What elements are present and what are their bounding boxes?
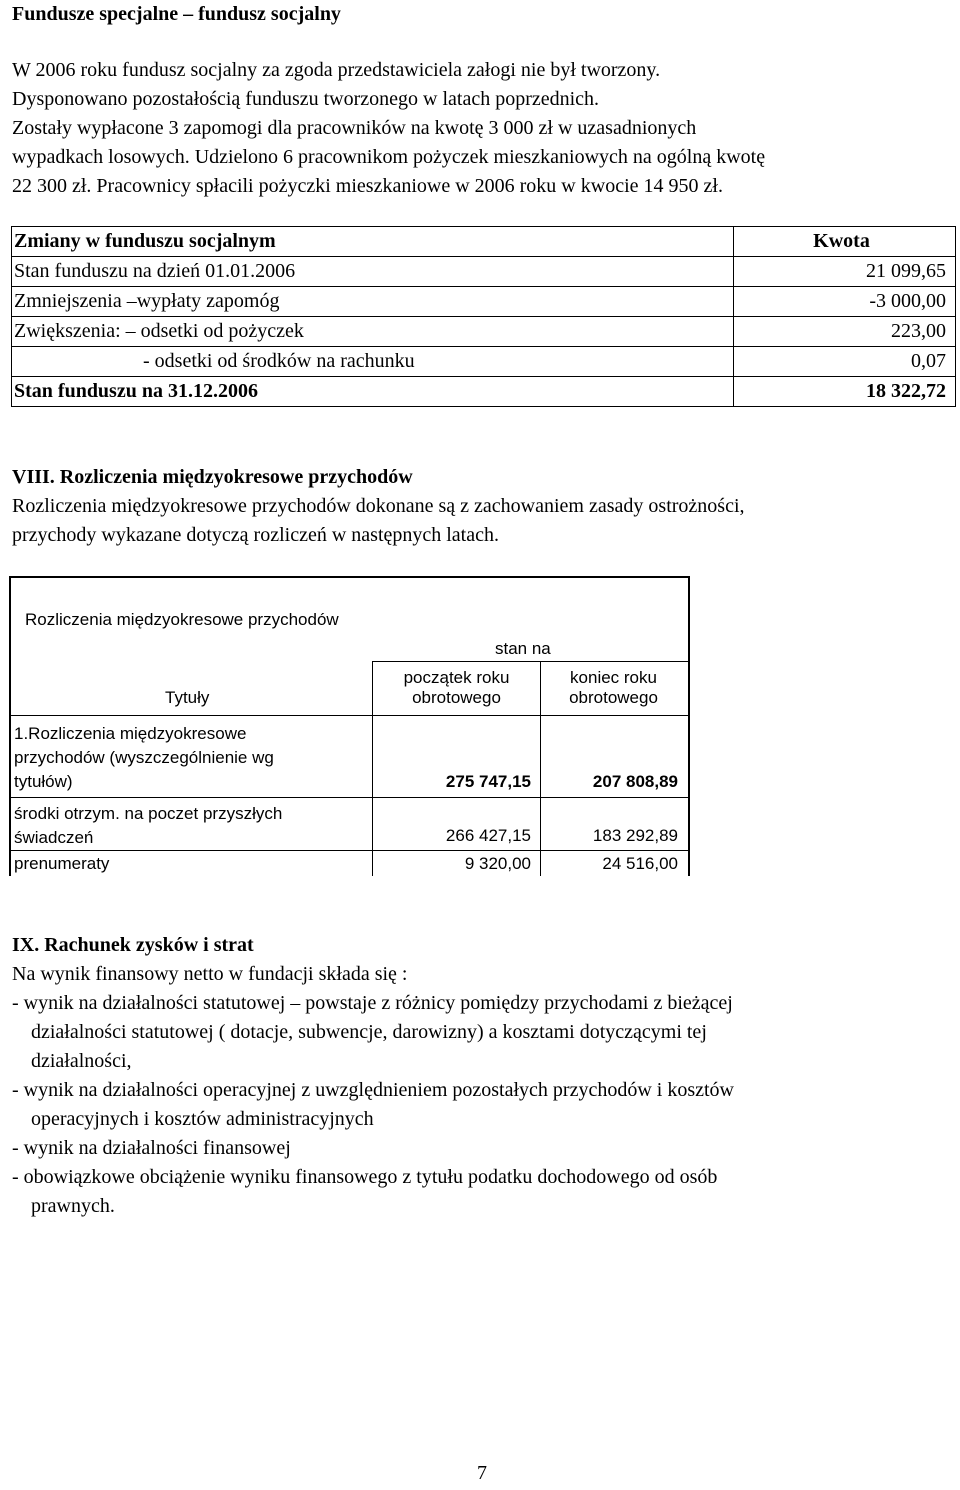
total-label: Stan funduszu na 31.12.2006 bbox=[12, 377, 734, 407]
list-item-continuation: działalności, bbox=[31, 1050, 132, 1072]
row3-end-value: 24 516,00 bbox=[602, 854, 678, 873]
social-fund-table bbox=[11, 226, 956, 407]
table-row bbox=[12, 317, 956, 347]
list-item: - wynik na działalności finansowej bbox=[12, 1137, 291, 1159]
table-header-amount: Kwota bbox=[734, 227, 956, 257]
row-label: Zwiększenia: – odsetki od pożyczek bbox=[12, 317, 734, 347]
section-viii-heading: VIII. Rozliczenia międzyokresowe przychodów bbox=[12, 466, 413, 488]
accruals-table-title: Rozliczenia międzyokresowe przychodów bbox=[25, 610, 339, 629]
list-item: - wynik na działalności operacyjnej z uwzględnieniem pozostałych przychodów i kosztów bbox=[12, 1079, 734, 1101]
table-row-label: 1.Rozliczenia międzyokresowe przychodów (wyszczególnienie wg tytułów) bbox=[14, 724, 274, 791]
row1-end-value: 207 808,89 bbox=[592, 772, 678, 791]
paragraph-line: wypadkach losowych. Udzielono 6 pracownikom pożyczek mieszkaniowych na ogólną kwotę bbox=[12, 146, 766, 168]
row2-start-value: 266 427,15 bbox=[445, 826, 531, 845]
table-row-label: środki otrzym. na poczet przyszłych świadczeń bbox=[14, 804, 283, 847]
table-row bbox=[12, 347, 956, 377]
col-titles-header: Tytuły bbox=[165, 688, 210, 707]
state-header: stan na bbox=[495, 639, 551, 658]
table-header-row bbox=[12, 227, 956, 257]
funds-paragraph bbox=[12, 56, 952, 201]
list-item-continuation: prawnych. bbox=[31, 1195, 115, 1217]
col-end-header: koniec roku obrotowego bbox=[569, 668, 658, 707]
accruals-table bbox=[9, 576, 690, 876]
row2-end-value: 183 292,89 bbox=[592, 826, 678, 845]
row-label: - odsetki od środków na rachunku bbox=[12, 347, 734, 377]
total-amount: 18 322,72 bbox=[734, 377, 956, 407]
row-amount: 0,07 bbox=[734, 347, 956, 377]
table-total-row bbox=[12, 377, 956, 407]
section-ix-heading: IX. Rachunek zysków i strat bbox=[12, 934, 254, 956]
section-viii-paragraph bbox=[12, 492, 952, 550]
row-amount: 223,00 bbox=[734, 317, 956, 347]
row3-start-value: 9 320,00 bbox=[464, 854, 531, 873]
col-start-header: początek roku obrotowego bbox=[403, 668, 510, 707]
section-ix-intro: Na wynik finansowy netto w fundacji składa się : bbox=[12, 963, 408, 985]
paragraph-line: Dysponowano pozostałością funduszu tworzonego w latach poprzednich. bbox=[12, 88, 600, 110]
row-amount: 21 099,65 bbox=[734, 257, 956, 287]
table-row-label: prenumeraty bbox=[14, 854, 110, 873]
list-item: - wynik na działalności statutowej – powstaje z różnicy pomiędzy przychodami z bieżącej bbox=[12, 992, 733, 1014]
row-label: Stan funduszu na dzień 01.01.2006 bbox=[12, 257, 734, 287]
paragraph-line: Rozliczenia międzyokresowe przychodów dokonane są z zachowaniem zasady ostrożności, bbox=[12, 495, 745, 517]
page-number: 7 bbox=[477, 1462, 487, 1484]
paragraph-line: 22 300 zł. Pracownicy spłacili pożyczki mieszkaniowe w 2006 roku w kwocie 14 950 zł. bbox=[12, 175, 723, 197]
table-header-label: Zmiany w funduszu socjalnym bbox=[12, 227, 734, 257]
row-label: Zmniejszenia –wypłaty zapomóg bbox=[12, 287, 734, 317]
list-item-continuation: działalności statutowej ( dotacje, subwencje, darowizny) a kosztami dotyczącymi tej bbox=[31, 1021, 707, 1043]
row-amount: -3 000,00 bbox=[734, 287, 956, 317]
paragraph-line: przychody wykazane dotyczą rozliczeń w następnych latach. bbox=[12, 524, 499, 546]
list-item-continuation: operacyjnych i kosztów administracyjnych bbox=[31, 1108, 374, 1130]
row1-start-value: 275 747,15 bbox=[445, 772, 531, 791]
section-title-funds: Fundusze specjalne – fundusz socjalny bbox=[12, 3, 341, 25]
table-row bbox=[12, 257, 956, 287]
table-row bbox=[12, 287, 956, 317]
paragraph-line: W 2006 roku fundusz socjalny za zgoda przedstawiciela załogi nie był tworzony. bbox=[12, 59, 661, 81]
paragraph-line: Zostały wypłacone 3 zapomogi dla pracowników na kwotę 3 000 zł w uzasadnionych bbox=[12, 117, 697, 139]
list-item: - obowiązkowe obciążenie wyniku finansowego z tytułu podatku dochodowego od osób bbox=[12, 1166, 718, 1188]
section-ix-list bbox=[12, 989, 734, 1221]
